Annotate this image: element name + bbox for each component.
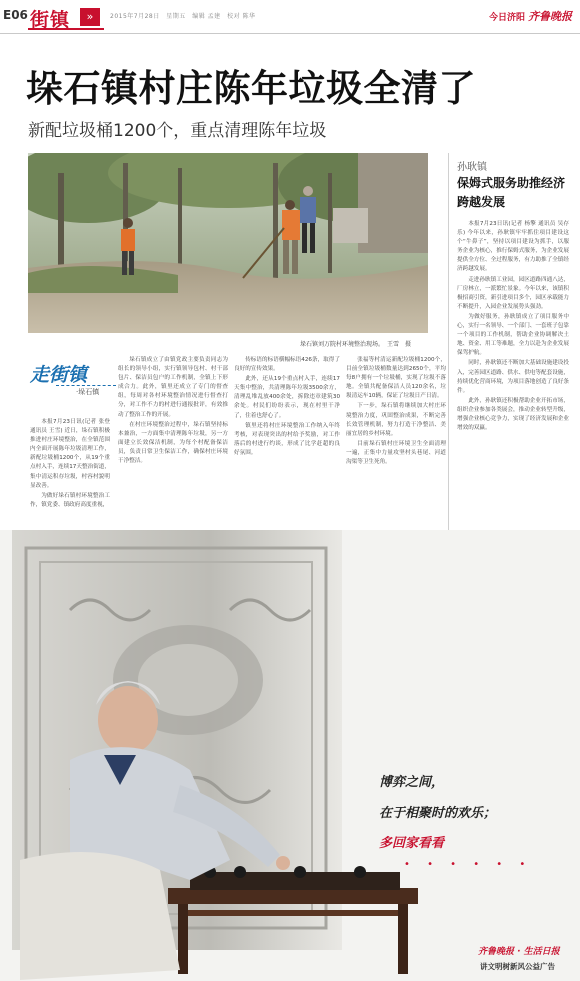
sidebar-section-label: 孙耿镇 bbox=[457, 162, 487, 173]
article-paragraph: 传标语的标语横幅标语426条，取得了良好的宣传效果。 bbox=[234, 357, 340, 373]
article-paragraph: 镇里还将村庄环境整治工作纳入年终考核，对表现突出的村给予奖励，对工作落后的村进行约谈，形成了比学赶超的良好氛围。 bbox=[234, 422, 340, 456]
article-paragraph: 目前垛石镇村庄环境卫生全面清理一遍，正集中力量攻坚村头巷尾、河道沟渠等卫生死角。 bbox=[346, 440, 446, 466]
newspaper-logo: 齐鲁晚报 bbox=[528, 10, 572, 23]
sidebar-paragraph: 此外，孙耿镇还积极帮助企业开拓市场，组织企业参加各类展会，推动企业转型升级，增强企业核心竞争力，实现了经济发展和企业增效的双赢。 bbox=[457, 397, 569, 432]
photo-illustration bbox=[28, 153, 428, 333]
sidebar-paragraph: 走进孙耿镇工业园，园区道路四通八达，厂房林立，一派繁忙景象。今年以来，该镇积极招商引资，新引进项目多个，园区承载能力不断提升，入园企业发展势头强劲。 bbox=[457, 276, 569, 310]
article-paragraph: 在村庄环境整治过程中，垛石镇坚持标本兼治，一方面集中清理陈年垃圾，另一方面建立长效保洁机制，为每个村配备保洁员，负责日常卫生保洁工作，确保村庄环境干净整洁。 bbox=[118, 421, 228, 465]
badge-divider bbox=[56, 385, 116, 386]
ad-slogan-line-3: 多回家看看 bbox=[379, 836, 445, 851]
ad-slogan-line-1: 博弈之间， bbox=[379, 775, 445, 790]
article-paragraph: 此外，还从19个重点村入手，连续17天集中整治，共清理陈年垃圾3500余方，清理乱堆乱放400余处，拆除违章建筑30余处。村民们纷纷表示，现在村里干净了，住着也舒心了。 bbox=[234, 376, 340, 419]
sidebar-paragraph: 本报7月23日讯(记者 杨擎 通讯员 吴存乐) 今年以来，孙耿镇牢牢抓住项目建设这个“牛鼻子”，坚持以项目建设为抓手，以服务企业为核心，推行保姆式服务，为企业发展提供全方位、全过程服务，有力助推了全镇经济跨越发展。 bbox=[457, 221, 569, 273]
sidebar-title: 保姆式服务助推经济跨越发展 bbox=[457, 176, 566, 209]
double-chevron-right-icon: » bbox=[80, 8, 100, 26]
column-divider bbox=[448, 153, 449, 545]
ad-illustration bbox=[0, 530, 580, 981]
column-badge-title: 走街镇 bbox=[30, 364, 88, 386]
header-right bbox=[489, 8, 572, 24]
article-column-2 bbox=[118, 356, 228, 534]
article-headline: 垛石镇村庄陈年垃圾全清了 bbox=[26, 67, 476, 110]
article-paragraph: 本报7月23日讯(记者 张登 通讯员 王雪) 近日，垛石镇积极推进村庄环境整治，在全镇范围内全面开展陈年垃圾清理工作，新配垃圾桶1200个，从19个重点村入手，连续17天整治街道，集中清运积存垃圾，村容村貌明显改善。 bbox=[30, 419, 110, 489]
sidebar-body bbox=[457, 220, 569, 542]
public-service-ad bbox=[0, 530, 580, 981]
ad-footer: 讲文明树新风公益广告 bbox=[480, 962, 555, 971]
page-number: E06 bbox=[3, 8, 28, 22]
ad-logo: 齐鲁晚报 · 生活日报 bbox=[478, 947, 560, 957]
ad-dots: • • • • • • bbox=[404, 859, 533, 870]
column-badge bbox=[30, 360, 118, 402]
page-header bbox=[0, 0, 580, 34]
column-badge-sub: ·垛石镇 bbox=[76, 388, 100, 396]
section-title: 街镇 bbox=[30, 9, 71, 31]
sidebar-paragraph: 为做好服务，孙耿镇成立了项目服务中心，实行一名领导、一个部门、一套班子包靠一个项目的工作机制，帮助企业协调解决土地、资金、用工等难题，全力以赴为企业发展保驾护航。 bbox=[457, 313, 569, 357]
article-column-3 bbox=[234, 356, 340, 534]
article-paragraph: 垛石镇成立了由镇党政主要负责同志为组长的领导小组，实行镇领导包村、村干部包片、保洁员包户的工作机制，全镇上下形成合力。此外，镇里还成立了专门的督查组，每周对各村环境整治情况进行督查打分，对工作不力的村进行通报批评，有效推动了整治工作的开展。 bbox=[118, 357, 228, 418]
section-label: 今日济阳 bbox=[488, 13, 525, 23]
article-paragraph: 为做好垛石镇村环境整治工作，镇党委、镇政府高度重视， bbox=[30, 492, 110, 508]
article-paragraph: 张福等村清运新配垃圾桶1200个，目前全镇垃圾桶数量达到2650个，平均每8户拥有一个垃圾桶，实现了垃圾不落地。全镇共配备保洁人员120余名，垃圾清运车10辆，保证了垃圾日产日清。 bbox=[346, 357, 446, 400]
village-cleanup-photo bbox=[28, 153, 428, 333]
article-column-4 bbox=[346, 356, 446, 534]
ad-slogan-line-2: 在于相聚时的欢乐； bbox=[379, 806, 497, 821]
section-tab[interactable] bbox=[28, 4, 104, 30]
photo-caption: 垛石镇刘万院村环境整治现场。 王雪 摄 bbox=[300, 341, 412, 348]
article-column-1 bbox=[30, 418, 110, 534]
sidebar-paragraph: 同时，孙耿镇还不断加大基础设施建设投入，完善园区道路、供水、供电等配套设施，持续优化营商环境，为项目落地创造了良好条件。 bbox=[457, 360, 569, 394]
article-paragraph: 下一步，垛石镇将继续加大村庄环境整治力度，巩固整治成果，不断完善长效管理机制，努力打造干净整洁、美丽宜居的乡村环境。 bbox=[346, 403, 446, 437]
article-subhead: 新配垃圾桶1200个，重点清理陈年垃圾 bbox=[28, 121, 327, 141]
issue-meta: 2015年7月28日 星期五 编辑 孟建 校对 陈华 bbox=[110, 13, 256, 20]
